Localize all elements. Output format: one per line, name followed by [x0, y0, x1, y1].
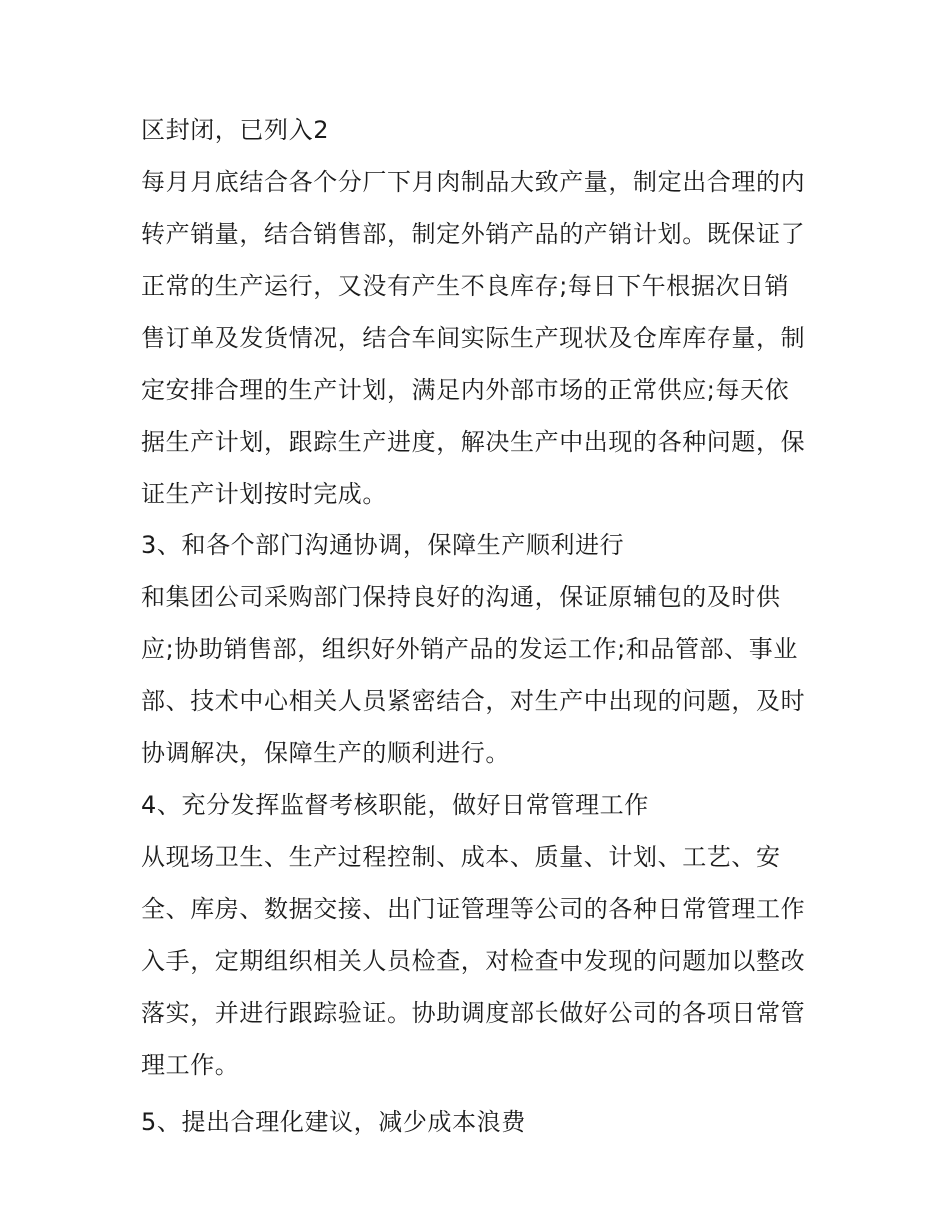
paragraph-line: 协调解决，保障生产的顺利进行。: [141, 739, 510, 767]
section-heading: 4、充分发挥监督考核职能，做好日常管理工作: [141, 791, 649, 819]
paragraph-line: 应;协助销售部，组织好外销产品的发运工作;和品管部、事业: [141, 635, 798, 663]
paragraph-line: 从现场卫生、生产过程控制、成本、质量、计划、工艺、安: [141, 843, 781, 871]
paragraph-line: 售订单及发货情况，结合车间实际生产现状及仓库库存量，制: [141, 324, 806, 352]
paragraph-line: 落实，并进行跟踪验证。协助调度部长做好公司的各项日常管: [141, 999, 806, 1027]
paragraph-line: 定安排合理的生产计划，满足内外部市场的正常供应;每天依: [141, 376, 790, 404]
paragraph-line: 正常的生产运行，又没有产生不良库存;每日下午根据次日销: [141, 272, 790, 300]
section-heading: 5、提出合理化建议，减少成本浪费: [141, 1108, 526, 1136]
paragraph-line: 全、库房、数据交接、出门证管理等公司的各种日常管理工作: [141, 895, 806, 923]
paragraph-line: 据生产计划，跟踪生产进度，解决生产中出现的各种问题，保: [141, 428, 806, 456]
paragraph-line: 每月月底结合各个分厂下月肉制品大致产量，制定出合理的内: [141, 168, 806, 196]
paragraph-line: 部、技术中心相关人员紧密结合，对生产中出现的问题，及时: [141, 687, 806, 715]
section-heading: 3、和各个部门沟通协调，保障生产顺利进行: [141, 531, 625, 559]
paragraph-line: 转产销量，结合销售部，制定外销产品的产销计划。既保证了: [141, 220, 806, 248]
paragraph-line: 证生产计划按时完成。: [141, 480, 387, 508]
paragraph-line: 和集团公司采购部门保持良好的沟通，保证原辅包的及时供: [141, 583, 781, 611]
text-line: 区封闭，已列入2: [141, 116, 330, 144]
paragraph-line: 入手，定期组织相关人员检查，对检查中发现的问题加以整改: [141, 947, 806, 975]
paragraph-line: 理工作。: [141, 1051, 240, 1079]
